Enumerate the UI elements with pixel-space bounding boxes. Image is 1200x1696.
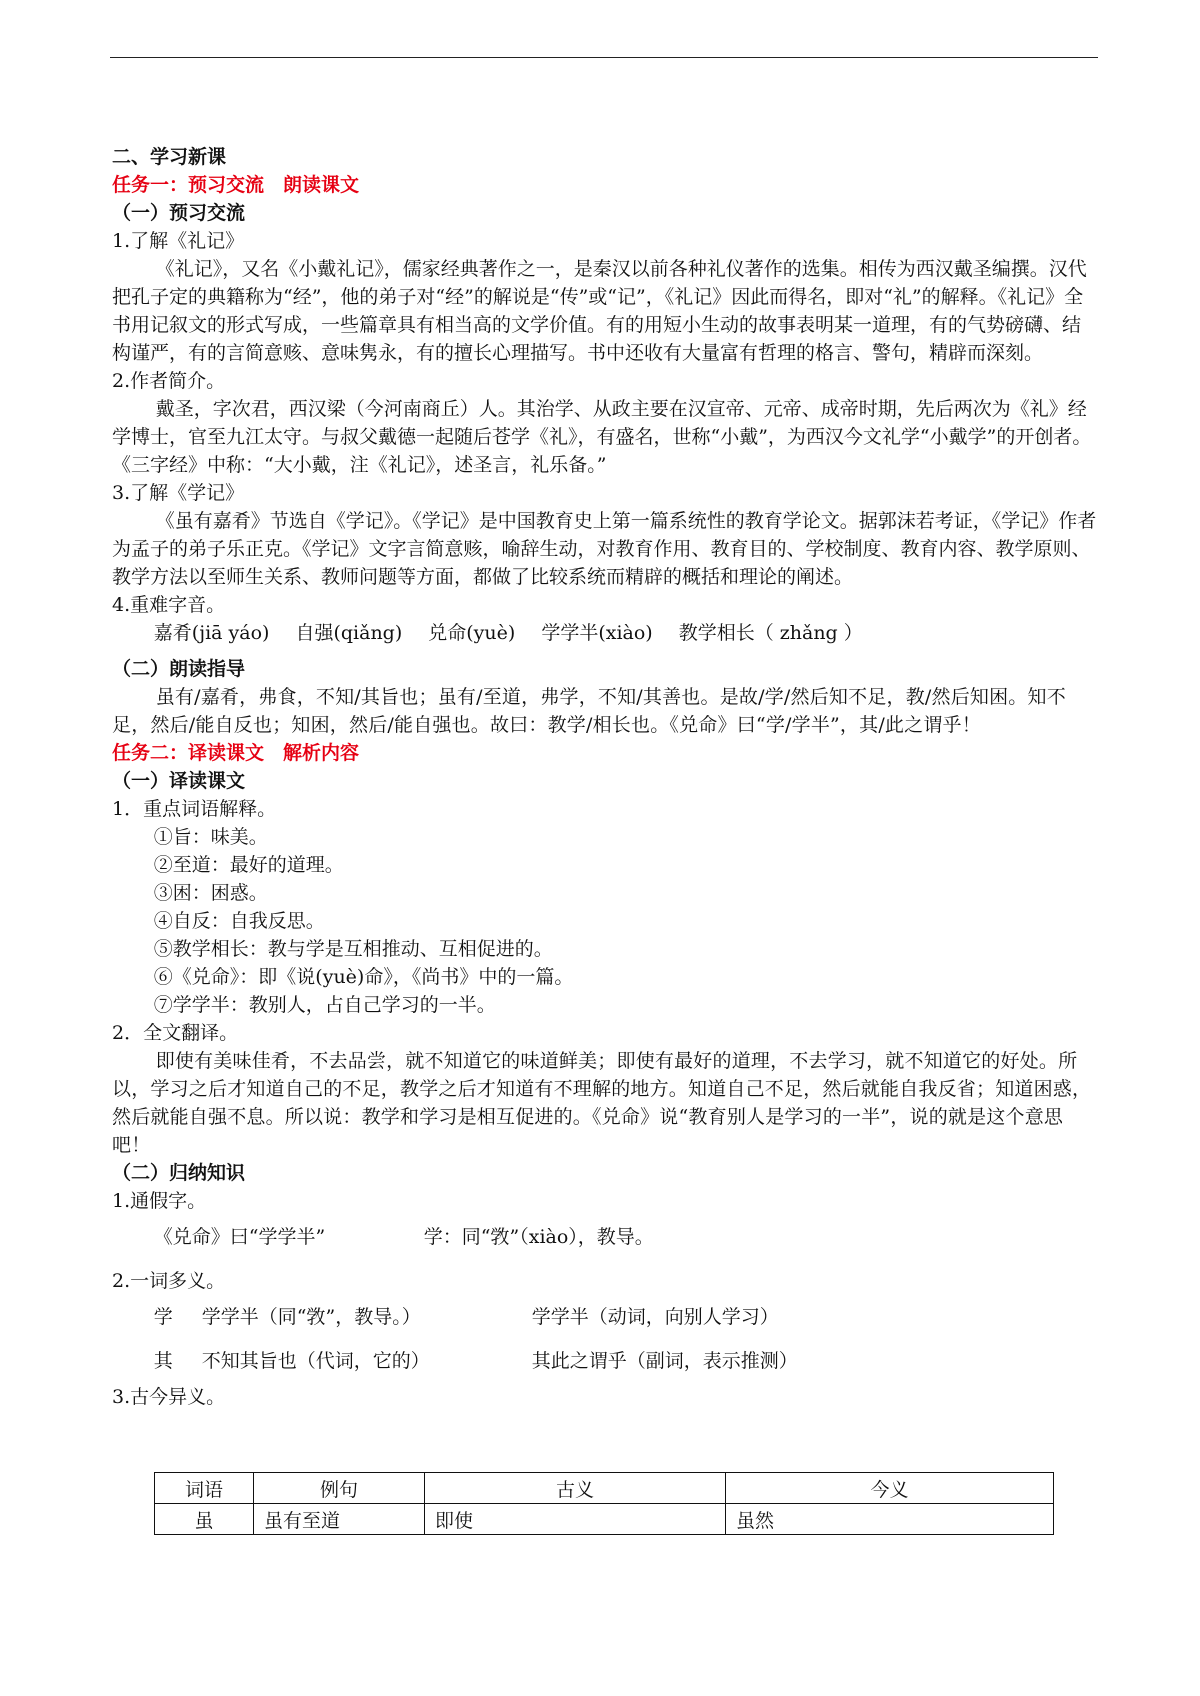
- duoyi-row: [112, 1303, 1097, 1331]
- table-cell: 虽有至道: [254, 1504, 425, 1535]
- duoyi-sense-b: 其此之谓乎（副词，表示推测）: [531, 1350, 798, 1372]
- gujin-heading: 3.古今异义。: [112, 1386, 226, 1408]
- word-item: ⑤教学相长：教与学是互相推动、互相促进的。: [153, 938, 553, 960]
- translation-paragraph: 即使有美味佳肴，不去品尝，就不知道它的味道鲜美；即使有最好的道理，不去学习，就不知道它的好处。所以，学习之后才知道自己的不足，教学之后才知道有不理解的地方。知道自己不足，然后就能自我反省；知道困惑，然后就能自强不息。所以说：教学和学习是相互促进的。《兑命》说“教育别人是学习的一半”，说的就是这个意思吧！: [112, 1050, 1092, 1156]
- pron-item: 兑命(yuè): [428, 622, 516, 644]
- pron-item: 自强(qiǎng): [295, 622, 403, 644]
- gujin-table: [154, 1472, 1054, 1535]
- word-item: ③困：困惑。: [153, 882, 268, 904]
- duoyi-row: [112, 1347, 1097, 1375]
- word-item: ④自反：自我反思。: [153, 910, 325, 932]
- table-cell: 即使: [425, 1504, 726, 1535]
- words-heading: 1．重点词语解释。: [112, 798, 277, 820]
- tongjia-heading: 1.通假字。: [112, 1190, 207, 1212]
- document-body: [112, 143, 1097, 1411]
- duoyi-char: 学: [153, 1306, 173, 1328]
- word-item: ⑥《兑命》：即《说(yuè)命》，《尚书》中的一篇。: [153, 966, 574, 988]
- author-paragraph: 戴圣，字次君，西汉梁（今河南商丘）人。其治学、从政主要在汉宣帝、元帝、成帝时期，先后两次为《礼》经学博士，官至九江太守。与叔父戴德一起随后苍学《礼》，有盛名，世称“小戴”，为西汉今文礼学“小戴学”的开创者。《三字经》中称：“大小戴，注《礼记》，述圣言，礼乐备。”: [112, 398, 1092, 476]
- pron-item: 嘉肴(jiā yáo): [153, 622, 270, 644]
- table-row: [155, 1504, 1054, 1535]
- table-header-row: [155, 1473, 1054, 1504]
- tongjia-example: 《兑命》曰“学学半”: [153, 1226, 326, 1248]
- table-header-cell: 词语: [155, 1473, 254, 1504]
- section-title: 二、学习新课: [112, 146, 227, 168]
- translate-title: （一）译读课文: [112, 770, 246, 792]
- tongjia-explanation: 学：同“敩”（xiào），教导。: [423, 1226, 654, 1248]
- summary-title: （二）归纳知识: [112, 1162, 246, 1184]
- table-header-cell: 例句: [254, 1473, 425, 1504]
- duoyi-heading: 2.一词多义。: [112, 1270, 226, 1292]
- table-cell: 虽然: [726, 1504, 1054, 1535]
- author-heading: 2.作者简介。: [112, 370, 226, 392]
- pronunciation-heading: 4.重难字音。: [112, 594, 226, 616]
- task2-title: 任务二：译读课文 解析内容: [112, 742, 360, 764]
- duoyi-sense-a: 不知其旨也（代词，它的）: [201, 1350, 430, 1372]
- translation-heading: 2．全文翻译。: [112, 1022, 239, 1044]
- xueji-heading: 3.了解《学记》: [112, 482, 245, 504]
- reading-text: 虽有/嘉肴，弗食，不知/其旨也；虽有/至道，弗学，不知/其善也。是故/学/然后知不足，教/然后知困。知不足，然后/能自反也；知困，然后/能自强也。故曰：教学/相长也。《兑命》曰“学/学半”，其/此之谓乎！: [112, 686, 1066, 736]
- pronunciation-list: [112, 619, 1097, 647]
- table-header-cell: 古义: [425, 1473, 726, 1504]
- word-item: ①旨：味美。: [153, 826, 268, 848]
- pron-item: 教学相长（ zhǎng ）: [678, 622, 863, 644]
- duoyi-sense-a: 学学半（同“敩”，教导。）: [201, 1306, 421, 1328]
- liji-heading: 1.了解《礼记》: [112, 230, 245, 252]
- duoyi-sense-b: 学学半（动词，向别人学习）: [531, 1306, 779, 1328]
- preview-title: （一）预习交流: [112, 202, 246, 224]
- task1-title: 任务一：预习交流 朗读课文: [112, 174, 360, 196]
- liji-paragraph: 《礼记》，又名《小戴礼记》，儒家经典著作之一，是秦汉以前各种礼仪著作的选集。相传为西汉戴圣编撰。汉代把孔子定的典籍称为“经”，他的弟子对“经”的解说是“传”或“记”，《礼记》因此而得名，即对“礼”的解释。《礼记》全书用记叙文的形式写成，一些篇章具有相当高的文学价值。有的用短小生动的故事表明某一道理，有的气势磅礴、结构谨严，有的言简意赅、意味隽永，有的擅长心理描写。书中还收有大量富有哲理的格言、警句，精辟而深刻。: [112, 258, 1087, 364]
- xueji-paragraph: 《虽有嘉肴》节选自《学记》。《学记》是中国教育史上第一篇系统性的教育学论文。据郭沫若考证，《学记》作者为孟子的弟子乐正克。《学记》文字言简意赅，喻辞生动，对教育作用、教育目的、学校制度、教育内容、教学原则、教学方法以至师生关系、教师问题等方面，都做了比较系统而精辟的概括和理论的阐述。: [112, 510, 1097, 588]
- word-item: ⑦学学半：教别人，占自己学习的一半。: [153, 994, 496, 1016]
- header-rule: [110, 57, 1098, 58]
- duoyi-char: 其: [153, 1350, 173, 1372]
- tongjia-row: [112, 1223, 1097, 1251]
- table-cell: 虽: [155, 1504, 254, 1535]
- word-item: ②至道：最好的道理。: [153, 854, 344, 876]
- table-header-cell: 今义: [726, 1473, 1054, 1504]
- pron-item: 学学半(xiào): [541, 622, 653, 644]
- reading-title: （二）朗读指导: [112, 658, 246, 680]
